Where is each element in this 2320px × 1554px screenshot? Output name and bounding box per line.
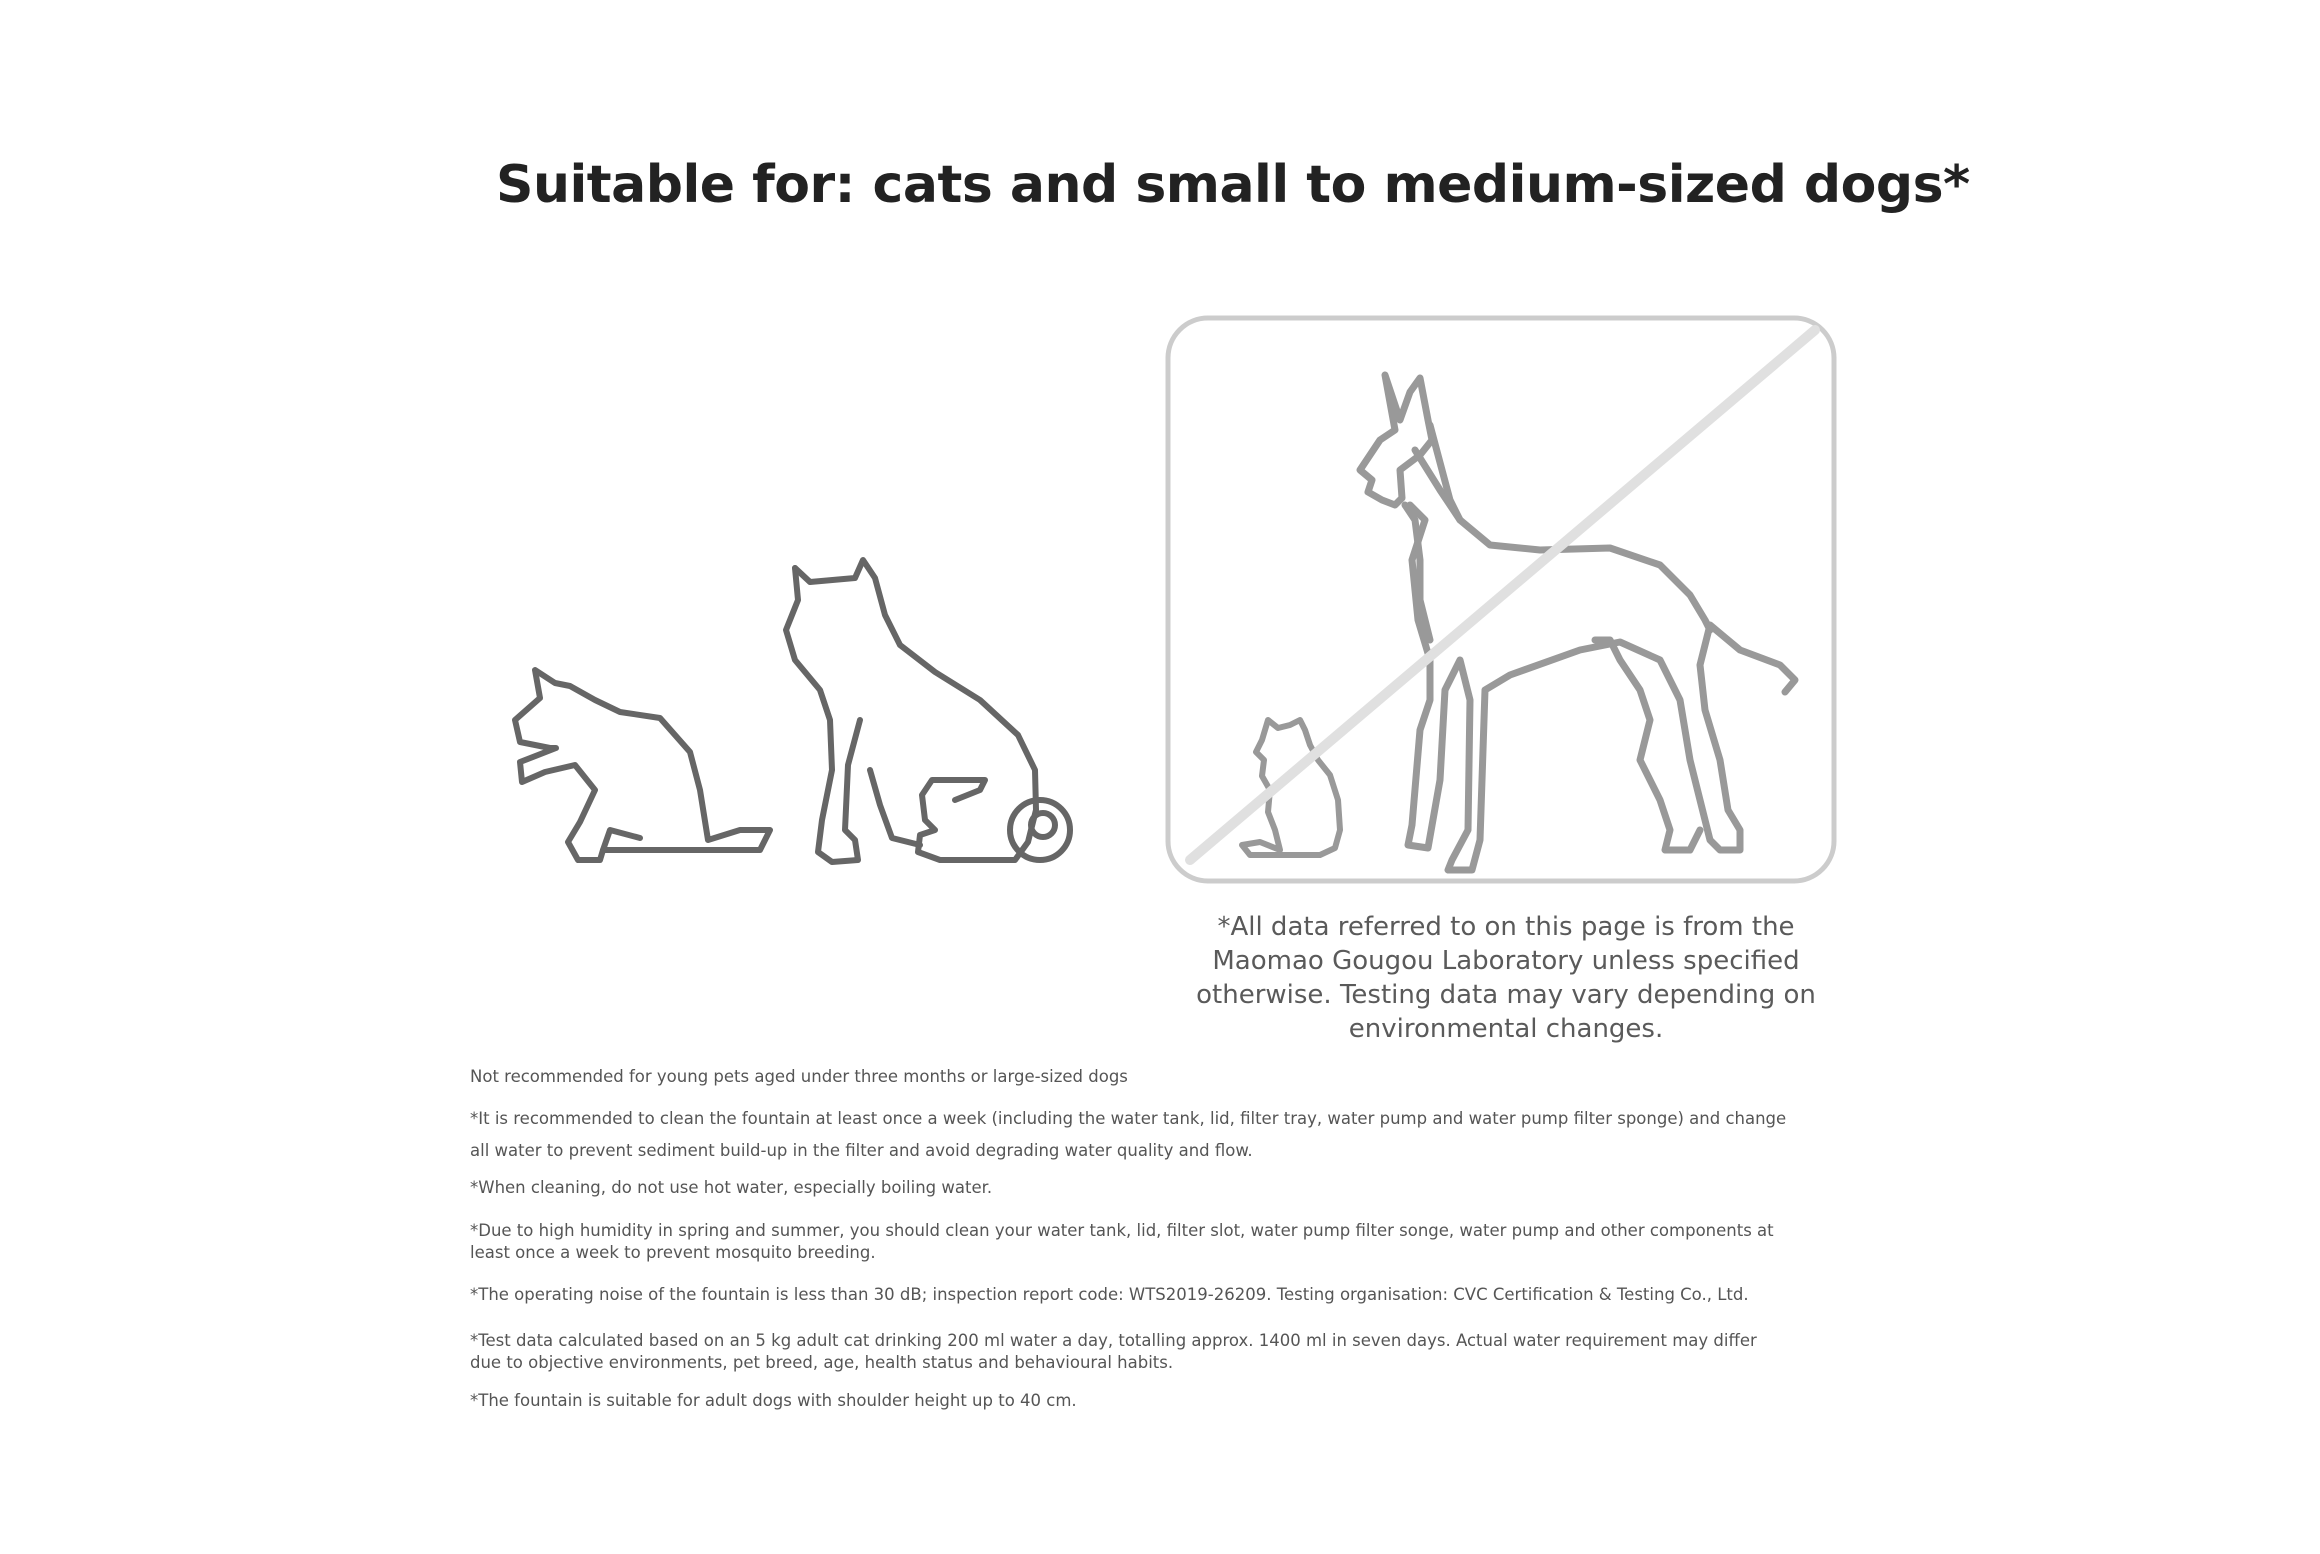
cat-icon	[515, 670, 770, 860]
footnote-hot-water: *When cleaning, do not use hot water, especially boiling water.	[470, 1178, 993, 1197]
large-dog-icon	[1360, 375, 1795, 870]
footnotes	[470, 1066, 1790, 1412]
footnote-noise: *The operating noise of the fountain is less than 30 dB; inspection report code: WTS2019-26209. Testing organisation: CVC Certification & Testing Co., Ltd.	[470, 1285, 1749, 1304]
footnote-cleaning-schedule: *It is recommended to clean the fountain at least once a week (including the water tank, lid, filter tray, water pump and water pump filter sponge) and change all water to prevent sediment build-up in the filter and avoid degrading water quality and flow.	[470, 1109, 1787, 1160]
small-dog-icon	[786, 560, 1070, 862]
footnote-dog-height: *The fountain is suitable for adult dogs with shoulder height up to 40 cm.	[470, 1391, 1077, 1410]
laboratory-data-note: *All data referred to on this page is from the Maomao Gougou Laboratory unless specified otherwise. Testing data may vary depending on environmental changes.	[1196, 912, 1816, 1044]
footnote-test-data: *Test data calculated based on an 5 kg adult cat drinking 200 ml water a day, totalling approx. 1400 ml in seven days. Actual water requirement may differ due to objective environments, pet breed, age, health status and behavioural habits.	[470, 1331, 1757, 1372]
page-title: Suitable for: cats and small to medium-sized dogs*	[496, 155, 1970, 215]
footnote-young-pets: Not recommended for young pets aged under three months or large-sized dogs	[470, 1067, 1128, 1086]
footnote-humidity: *Due to high humidity in spring and summer, you should clean your water tank, lid, filter slot, water pump filter songe, water pump and other components at least once a week to prevent mosquito breeding.	[470, 1221, 1774, 1262]
